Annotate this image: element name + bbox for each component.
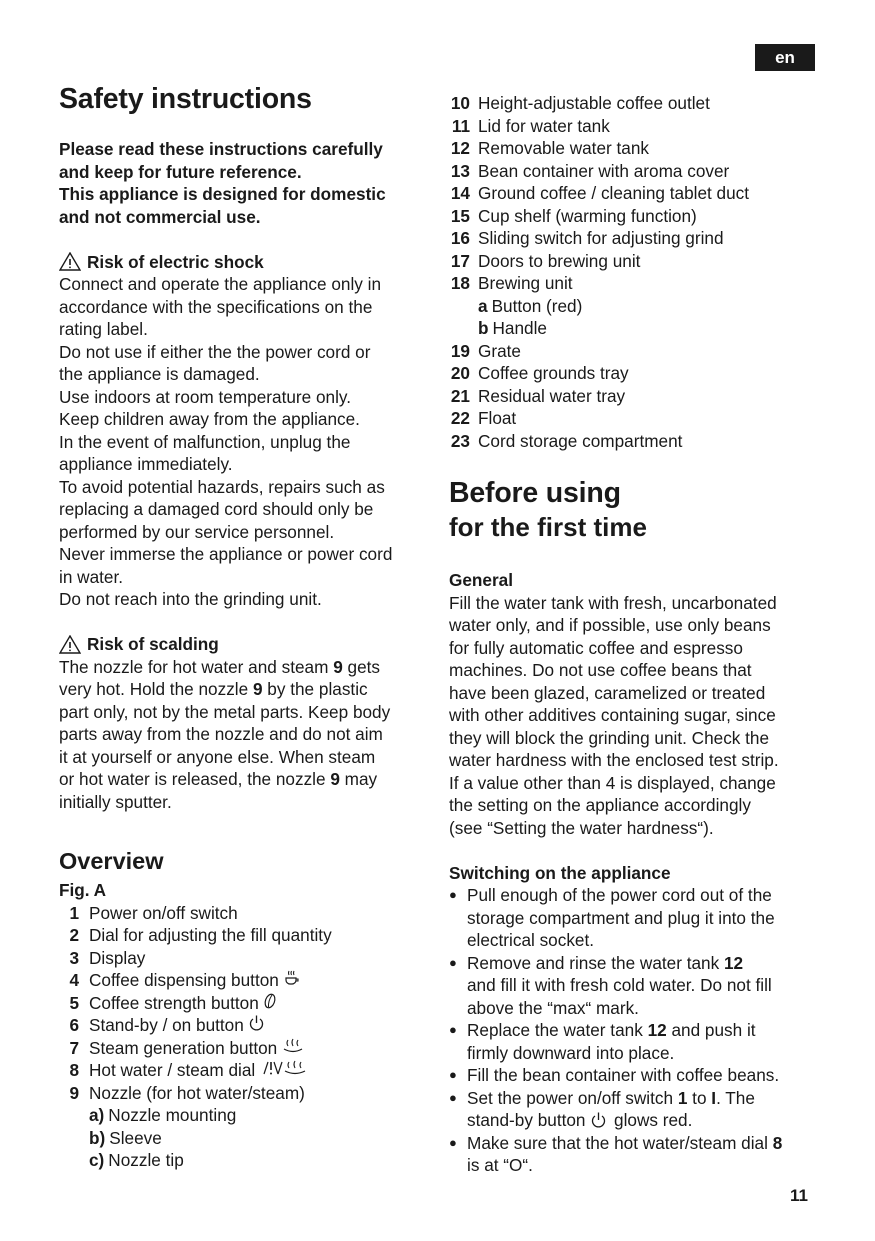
sub-text: Nozzle mounting <box>108 1105 237 1125</box>
warning-icon <box>59 635 81 654</box>
overview-title: Overview <box>59 848 164 874</box>
ref-number: 9 <box>333 656 343 677</box>
sub-text: Button (red) <box>491 295 583 316</box>
before-subtitle: for the first time <box>449 512 647 542</box>
sub-label: c) <box>89 1150 105 1170</box>
scald-line: part only, not by the metal parts. Keep body <box>59 701 391 722</box>
text: by the plastic <box>262 679 368 699</box>
shock-title: Risk of electric shock <box>87 251 264 272</box>
bullet: ● <box>449 1067 457 1082</box>
list-item <box>449 250 821 273</box>
step-line <box>467 1019 756 1042</box>
text: or hot water is released, the nozzle <box>59 769 331 789</box>
scald-line: it at yourself or anyone else. When steam <box>59 746 376 767</box>
shock-line: Use indoors at room temperature only. <box>59 386 352 407</box>
step-line: Fill the bean container with coffee beans. <box>467 1065 780 1085</box>
item-number: 19 <box>450 340 470 361</box>
scald-line <box>59 678 431 701</box>
general-line: water hardness with the enclosed test strip. <box>449 750 779 770</box>
scald-title: Risk of scalding <box>87 634 219 654</box>
general-heading: General <box>449 570 514 590</box>
shock-line: performed by our service personnel. <box>59 521 335 542</box>
switching-steps <box>449 884 821 1177</box>
item-text: Removable water tank <box>478 138 650 158</box>
scald-line <box>59 656 431 679</box>
intro-line: This appliance is designed for domestic <box>59 184 386 204</box>
step-line: storage compartment and plug it into the <box>467 907 775 928</box>
item-text: Cup shelf (warming function) <box>478 205 697 226</box>
general-line: for fully automatic coffee and espresso <box>449 637 743 658</box>
list-item <box>59 947 431 970</box>
before-title: Before using <box>449 477 621 509</box>
list-item <box>449 430 821 453</box>
shock-line: accordance with the specifications on the <box>59 296 373 317</box>
shock-line: To avoid potential hazards, repairs such as <box>59 476 385 497</box>
item-number: 23 <box>450 430 470 451</box>
list-item <box>449 1132 821 1177</box>
list-item <box>449 205 821 228</box>
shock-line: In the event of malfunction, unplug the <box>59 431 351 452</box>
text: stand-by button <box>467 1110 591 1130</box>
bullet: ● <box>449 954 457 970</box>
ref-number: 12 <box>724 952 744 973</box>
general-line: (see “Setting the water hardness“). <box>449 817 714 838</box>
list-item <box>449 385 821 408</box>
coffee-bean-icon <box>263 992 277 1010</box>
shock-line: Keep children away from the appliance. <box>59 409 360 429</box>
sub-item <box>449 295 821 318</box>
item-number: 2 <box>69 925 79 945</box>
list-item <box>59 1014 431 1037</box>
list-item <box>449 1064 821 1087</box>
general-line: with other additives containing sugar, since <box>449 705 776 725</box>
step-line: above the “max“ mark. <box>467 997 639 1018</box>
item-text: Lid for water tank <box>478 115 610 136</box>
list-item <box>59 1037 431 1060</box>
sub-item <box>59 1149 431 1172</box>
item-number: 5 <box>69 992 79 1013</box>
steam-icon <box>281 1037 305 1055</box>
item-text: Grate <box>478 340 521 361</box>
general-line: If a value other than 4 is displayed, change <box>449 772 776 793</box>
list-item <box>449 340 821 363</box>
sub-label: b) <box>89 1127 106 1148</box>
text: . The <box>716 1087 755 1108</box>
scald-heading <box>59 633 431 656</box>
shock-line: Do not reach into the grinding unit. <box>59 589 322 609</box>
step-line: electrical socket. <box>467 930 595 950</box>
item-text: Brewing unit <box>478 273 573 293</box>
text: The nozzle for hot water and steam <box>59 656 334 677</box>
text: and push it <box>666 1020 756 1040</box>
item-text: Float <box>478 408 517 428</box>
power-icon <box>248 1014 265 1032</box>
item-text: Nozzle (for hot water/steam) <box>89 1082 305 1103</box>
sub-label: a <box>478 295 488 316</box>
text: glows red. <box>609 1110 693 1130</box>
shock-line: appliance immediately. <box>59 454 233 474</box>
ref-number: 8 <box>772 1132 783 1153</box>
item-text: Cord storage compartment <box>478 430 683 451</box>
bullet: ● <box>449 887 457 902</box>
scald-line: parts away from the nozzle and do not aim <box>59 724 383 744</box>
list-item <box>449 115 821 138</box>
shock-line: the appliance is damaged. <box>59 364 260 384</box>
item-text: Power on/off switch <box>89 902 238 923</box>
shock-line: rating label. <box>59 319 148 339</box>
shock-line: Connect and operate the appliance only in <box>59 274 382 294</box>
item-number: 11 <box>451 115 470 136</box>
item-text: Doors to brewing unit <box>478 250 641 271</box>
list-item <box>59 924 431 947</box>
step-line <box>467 1109 755 1132</box>
list-item <box>449 1019 821 1064</box>
item-text: Residual water tray <box>478 385 626 406</box>
list-item <box>449 160 821 183</box>
power-icon <box>590 1111 607 1129</box>
item-text: Display <box>89 947 146 968</box>
item-number: 8 <box>69 1060 79 1080</box>
item-text: Sliding switch for adjusting grind <box>478 228 724 248</box>
text: Make sure that the hot water/steam dial <box>467 1132 773 1153</box>
item-number: 1 <box>69 902 79 923</box>
right-column <box>449 92 821 1177</box>
item-number: 3 <box>69 947 79 968</box>
coffee-cup-icon <box>283 969 301 987</box>
item-number: 18 <box>450 273 470 293</box>
item-number: 6 <box>69 1015 79 1035</box>
sub-label: a) <box>89 1105 105 1125</box>
step-line: Pull enough of the power cord out of the <box>467 885 772 905</box>
list-item <box>449 1087 821 1132</box>
list-item <box>449 272 821 295</box>
text: Replace the water tank <box>467 1020 648 1040</box>
list-item <box>449 137 821 160</box>
list-item <box>449 362 821 385</box>
parts-list <box>449 340 821 453</box>
intro-block <box>59 138 431 228</box>
figure-label: Fig. A <box>59 880 107 900</box>
bullet: ● <box>449 1022 457 1037</box>
item-text: Stand-by / on button <box>89 1015 244 1035</box>
general-line: have been glazed, caramelized or treated <box>449 682 766 703</box>
list-item <box>59 969 431 992</box>
step-line: is at “O“. <box>467 1155 533 1175</box>
warning-icon <box>59 252 81 271</box>
item-number: 13 <box>450 160 470 181</box>
list-item <box>449 952 821 1020</box>
intro-line: Please read these instructions carefully <box>59 139 383 159</box>
text: very hot. Hold the nozzle <box>59 679 253 699</box>
text: to <box>687 1087 712 1108</box>
item-number: 9 <box>69 1082 79 1103</box>
scald-line: initially sputter. <box>59 791 172 812</box>
item-number: 10 <box>450 93 470 113</box>
switch-position: I <box>711 1087 717 1108</box>
shock-heading <box>59 251 431 274</box>
left-column <box>59 80 431 1172</box>
item-text: Coffee grounds tray <box>478 363 629 383</box>
item-number: 12 <box>450 138 470 158</box>
safety-title: Safety instructions <box>59 83 312 115</box>
list-item <box>59 902 431 925</box>
shock-line: in water. <box>59 566 124 587</box>
list-item <box>449 182 821 205</box>
sub-item <box>59 1104 431 1127</box>
shock-line: replacing a damaged cord should only be <box>59 499 374 519</box>
item-number: 16 <box>450 228 470 248</box>
item-text: Dial for adjusting the fill quantity <box>89 925 332 945</box>
general-line: Fill the water tank with fresh, uncarbonated <box>449 592 777 613</box>
switching-heading: Switching on the appliance <box>449 862 671 883</box>
text: may <box>339 769 378 789</box>
sub-text: Nozzle tip <box>108 1150 184 1170</box>
item-number: 4 <box>69 970 79 990</box>
item-text: Coffee dispensing button <box>89 970 279 990</box>
sub-item <box>59 1127 431 1150</box>
step-line: and fill it with fresh cold water. Do not fill <box>467 975 772 995</box>
item-text: Steam generation button <box>89 1037 278 1058</box>
ref-number: 9 <box>252 679 263 699</box>
item-text: Bean container with aroma cover <box>478 160 730 181</box>
list-item <box>59 992 431 1015</box>
item-text: Ground coffee / cleaning tablet duct <box>478 183 750 203</box>
shock-text <box>59 273 431 611</box>
general-line: water only, and if possible, use only beans <box>449 615 771 635</box>
step-line <box>467 1087 755 1110</box>
item-number: 21 <box>450 385 470 406</box>
parts-list <box>449 92 821 295</box>
general-line: they will block the grinding unit. Check the <box>449 727 770 748</box>
scald-text <box>59 656 431 814</box>
bullet: ● <box>449 1089 457 1105</box>
shock-line: Never immerse the appliance or power cord <box>59 544 393 564</box>
item-text: Height-adjustable coffee outlet <box>478 93 710 113</box>
list-item <box>59 1082 431 1105</box>
hot-water-steam-dial-icon <box>259 1059 311 1077</box>
shock-line: Do not use if either the the power cord or <box>59 341 371 362</box>
intro-line: and not commercial use. <box>59 206 261 227</box>
bullet: ● <box>449 1134 457 1150</box>
ref-number: 12 <box>647 1020 667 1040</box>
item-number: 17 <box>450 250 470 271</box>
sub-item <box>449 317 821 340</box>
language-tab: en <box>755 44 815 71</box>
item-text: Hot water / steam dial <box>89 1060 256 1080</box>
item-number: 14 <box>450 183 470 203</box>
list-item <box>449 92 821 115</box>
general-line: machines. Do not use coffee beans that <box>449 660 752 680</box>
list-item <box>59 1059 431 1082</box>
ref-number: 9 <box>330 769 340 789</box>
sub-text: Handle <box>492 318 547 338</box>
step-line <box>467 1132 782 1155</box>
ref-number: 1 <box>677 1087 688 1108</box>
intro-line: and keep for future reference. <box>59 161 302 182</box>
item-number: 20 <box>450 363 470 383</box>
item-number: 15 <box>450 205 470 226</box>
text: Remove and rinse the water tank <box>467 952 724 973</box>
text: Set the power on/off switch <box>467 1087 678 1108</box>
sub-label: b <box>478 318 489 338</box>
page-number: 11 <box>790 1186 808 1205</box>
sub-text: Sleeve <box>109 1127 162 1148</box>
list-item <box>449 227 821 250</box>
step-line: firmly downward into place. <box>467 1042 675 1063</box>
item-number: 22 <box>450 408 470 428</box>
scald-line <box>59 768 431 791</box>
list-item <box>449 884 821 952</box>
list-item <box>449 407 821 430</box>
step-line <box>467 952 772 975</box>
item-text: Coffee strength button <box>89 992 259 1013</box>
general-text <box>449 592 821 840</box>
general-line: the setting on the appliance accordingly <box>449 795 751 815</box>
item-number: 7 <box>69 1037 79 1058</box>
overview-list <box>59 902 431 1105</box>
text: gets <box>342 656 381 677</box>
